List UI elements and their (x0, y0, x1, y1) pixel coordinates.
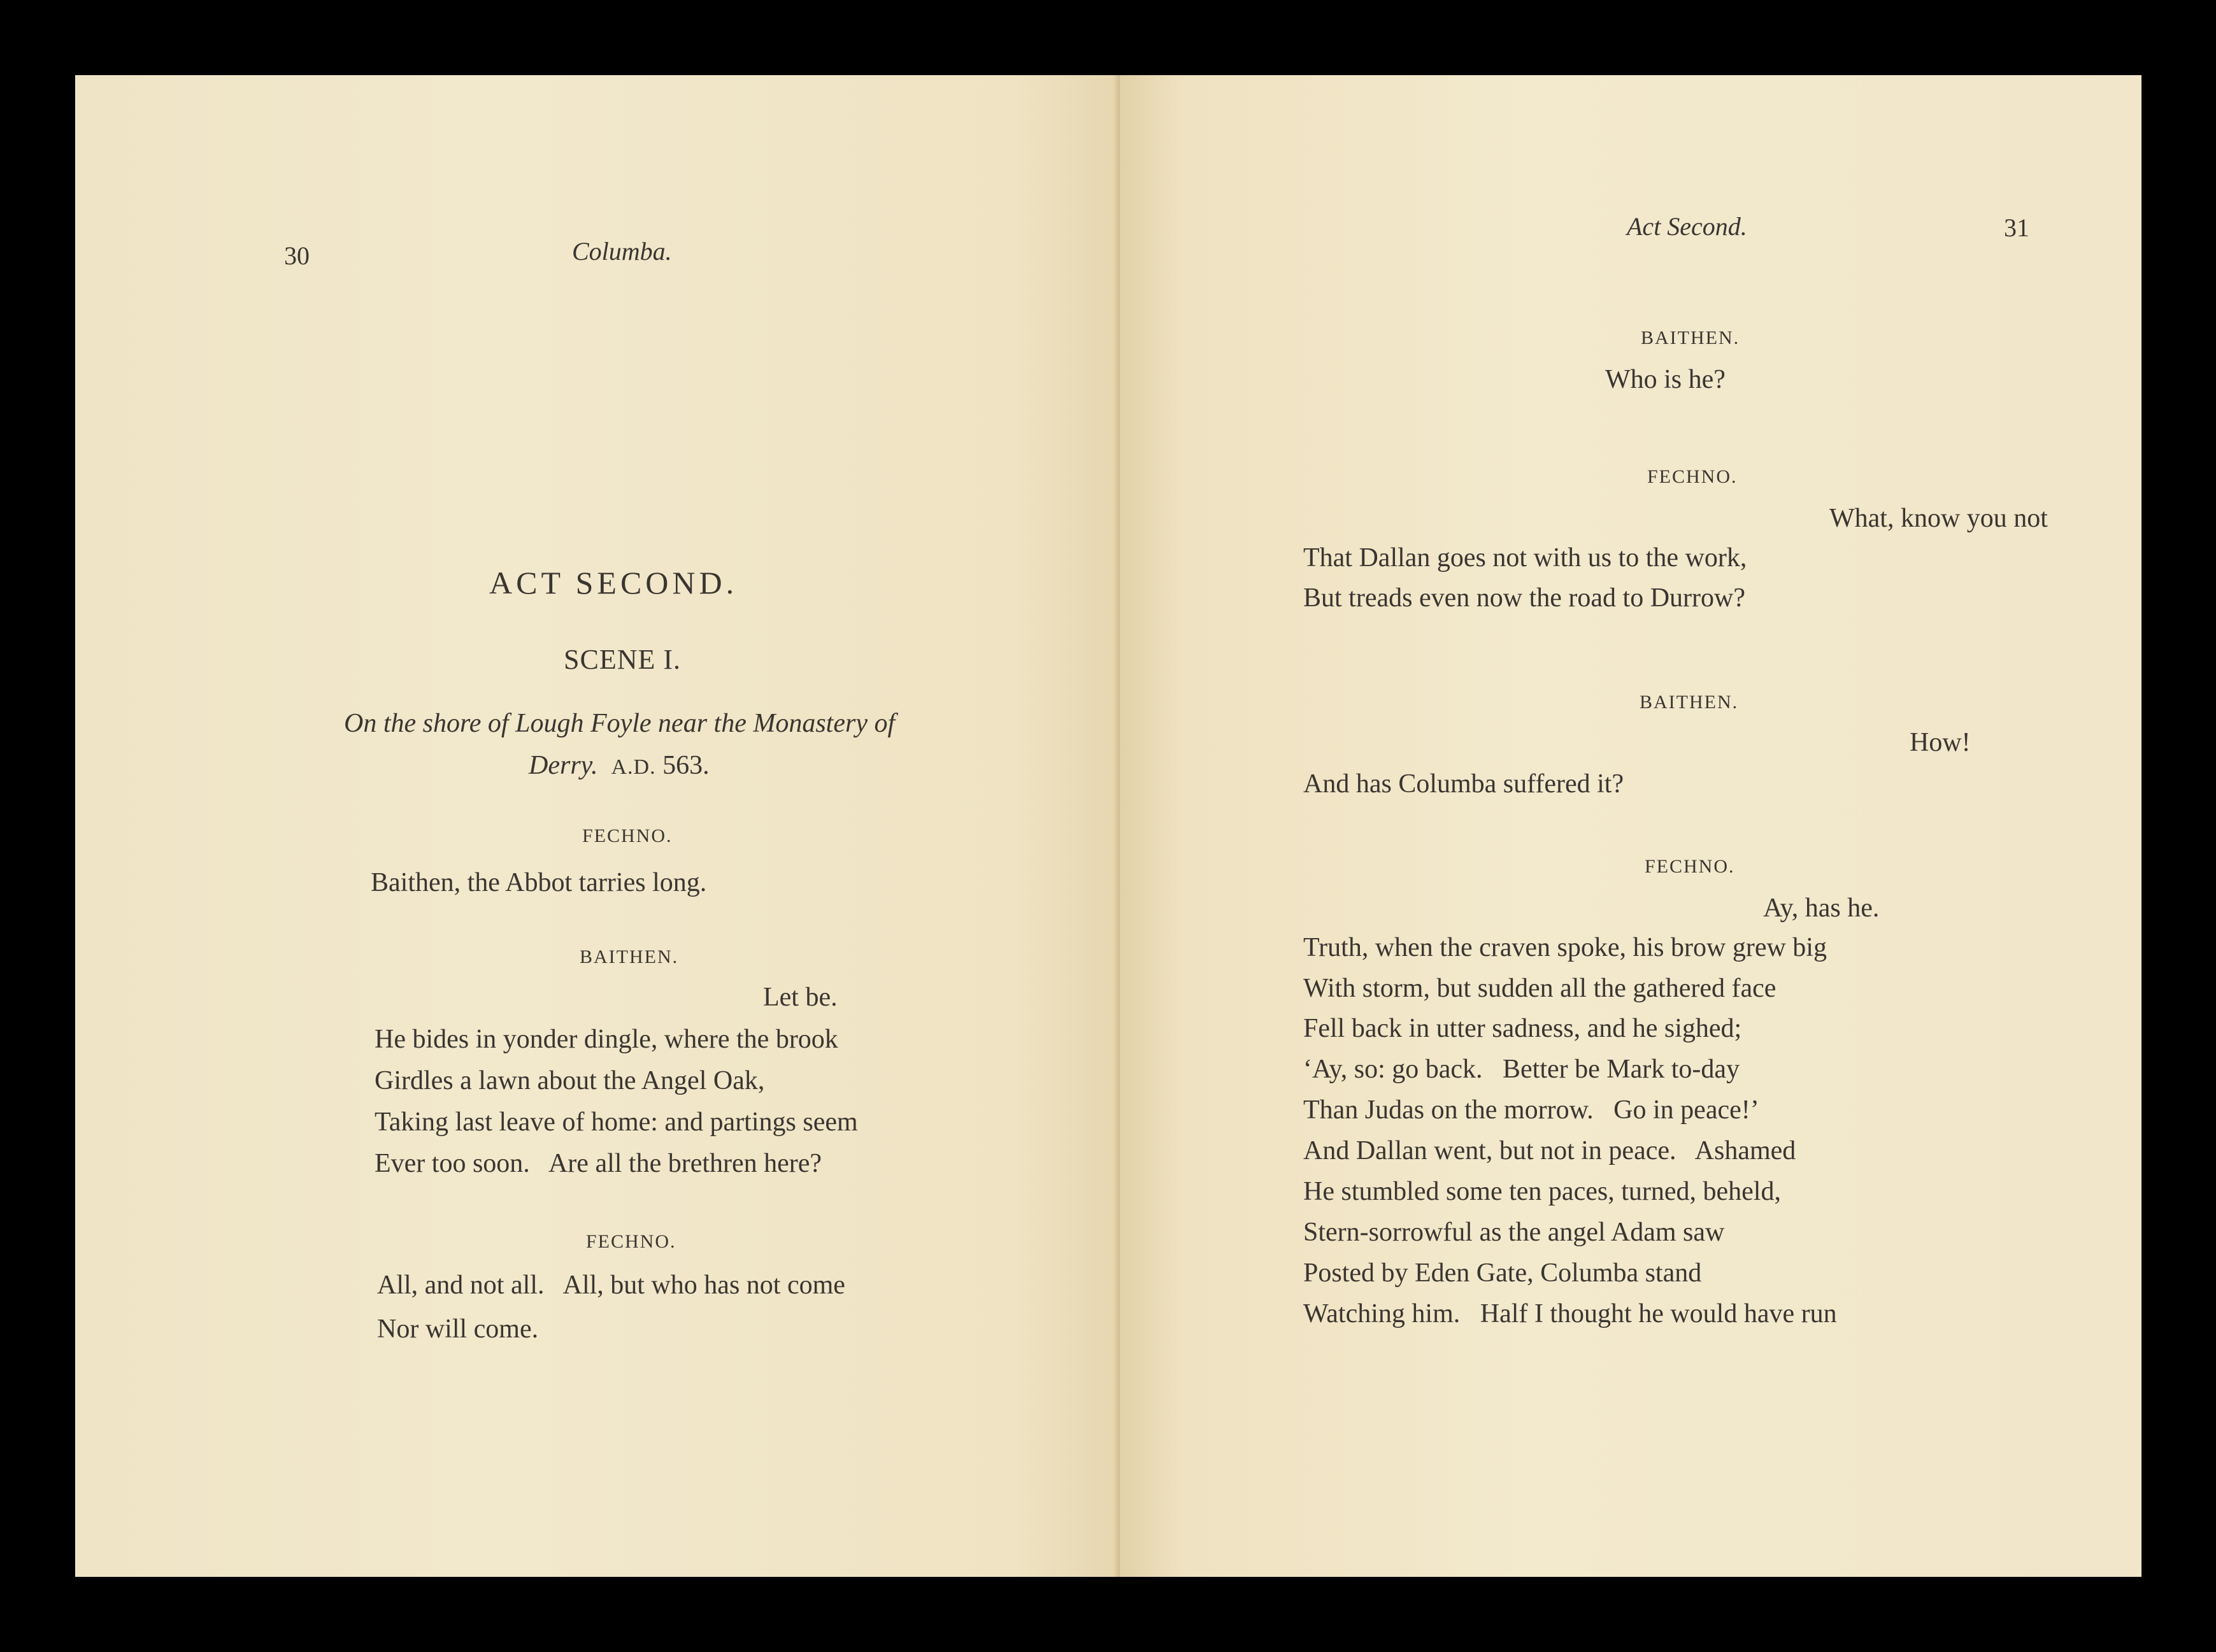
verse-line: ‘Ay, so: go back. Better be Mark to-day (1303, 1055, 1740, 1084)
verse-line: Stern-sorrowful as the angel Adam saw (1303, 1218, 1725, 1247)
speaker-label: FECHNO. (586, 1231, 676, 1252)
book-spread (75, 75, 2141, 1577)
verse-line: Taking last leave of home: and partings seem (375, 1107, 858, 1137)
page-number-left: 30 (284, 241, 310, 270)
speaker-label: FECHNO. (1645, 856, 1735, 877)
speaker-label: FECHNO. (1647, 466, 1738, 487)
left-page (75, 75, 1120, 1577)
scene-title: SCENE I. (564, 644, 681, 675)
act-title: ACT SECOND. (489, 565, 738, 601)
verse-line: With storm, but sudden all the gathered face (1303, 974, 1776, 1003)
verse-line: Fell back in utter sadness, and he sighed; (1303, 1014, 1742, 1043)
page-number-right: 31 (2004, 213, 2029, 242)
verse-line: But treads even now the road to Durrow? (1303, 583, 1745, 613)
verse-line: Nor will come. (377, 1314, 539, 1344)
speaker-label: FECHNO. (582, 825, 673, 846)
speaker-label: BAITHEN. (1640, 692, 1739, 713)
verse-line: All, and not all. All, but who has not come (377, 1271, 845, 1300)
verse-line: Posted by Eden Gate, Columba stand (1303, 1258, 1702, 1288)
stage-direction-place: Derry. (529, 751, 598, 780)
stage-direction-era: A.D. (611, 755, 656, 779)
verse-line: That Dallan goes not with us to the work, (1303, 543, 1747, 573)
speaker-label: BAITHEN. (1641, 327, 1740, 348)
verse-line: How! (1910, 728, 1971, 757)
verse-line: Ever too soon. Are all the brethren here? (375, 1149, 822, 1178)
verse-line: Than Judas on the morrow. Go in peace!’ (1303, 1095, 1759, 1125)
running-head-right: Act Second. (1627, 212, 1747, 241)
verse-line: He bides in yonder dingle, where the brook (375, 1025, 838, 1054)
stage-direction-year: 563. (662, 751, 710, 780)
verse-line: Who is he? (1605, 365, 1726, 394)
verse-line: Let be. (763, 983, 838, 1012)
verse-line: And Dallan went, but not in peace. Ashamed (1303, 1136, 1796, 1165)
verse-line: Baithen, the Abbot tarries long. (371, 868, 707, 897)
right-page (1120, 75, 2141, 1577)
verse-line: Girdles a lawn about the Angel Oak, (375, 1066, 765, 1095)
stage-direction-line-2 (529, 750, 710, 781)
verse-line: Ay, has he. (1763, 894, 1880, 923)
verse-line: What, know you not (1829, 504, 2048, 533)
verse-line: Watching him. Half I thought he would have run (1303, 1299, 1837, 1328)
verse-line: He stumbled some ten paces, turned, beheld, (1303, 1177, 1781, 1206)
stage-direction-line-1: On the shore of Lough Foyle near the Monastery of (344, 709, 896, 738)
verse-line: And has Columba suffered it? (1303, 769, 1624, 799)
speaker-label: BAITHEN. (580, 946, 679, 967)
verse-line: Truth, when the craven spoke, his brow grew big (1303, 933, 1827, 962)
running-head-left: Columba. (572, 237, 672, 266)
